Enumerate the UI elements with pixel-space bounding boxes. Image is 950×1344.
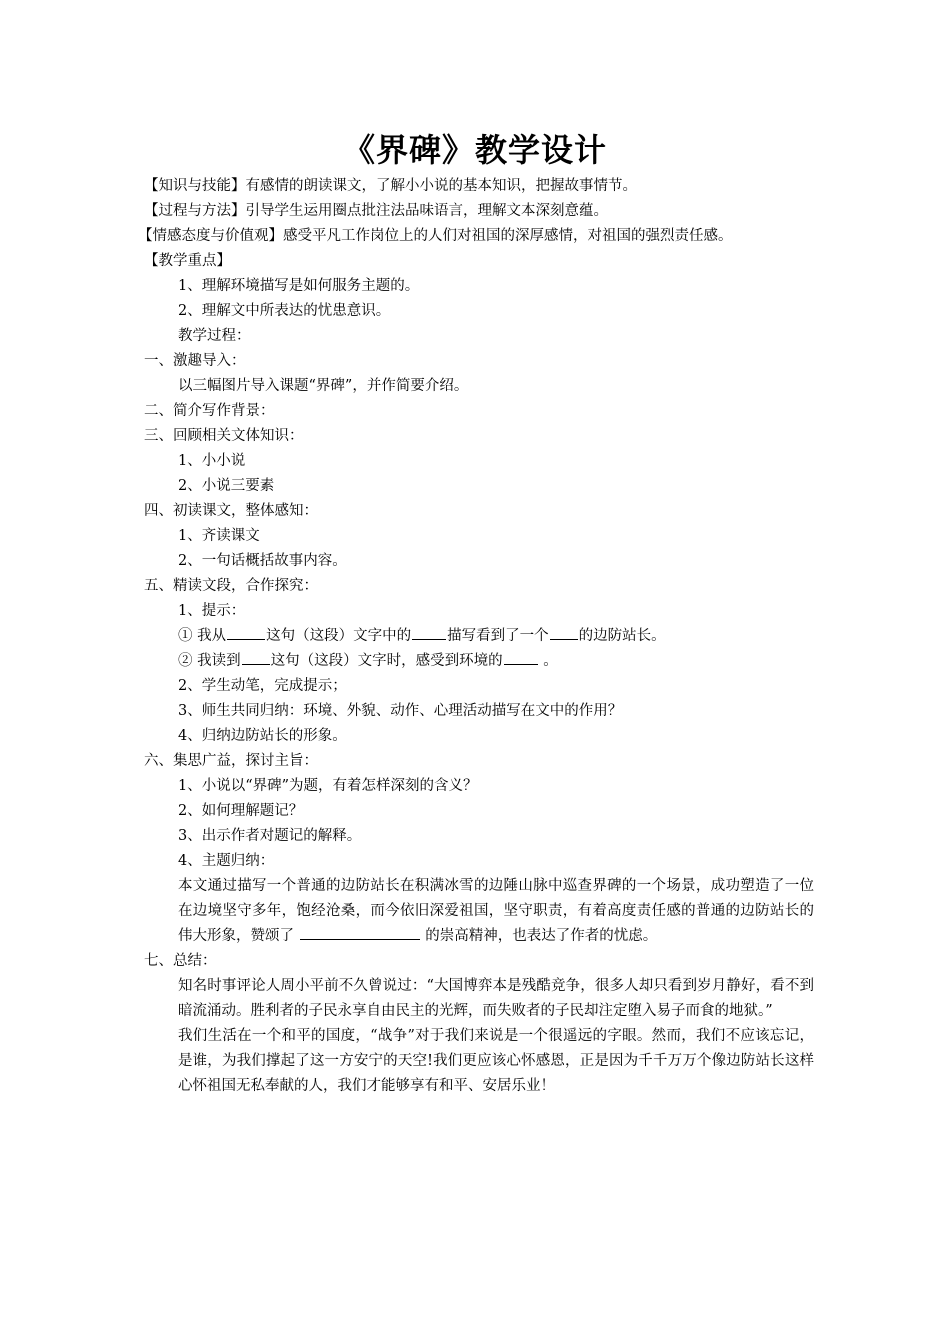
conclusion-paragraph: 我们生活在一个和平的国度，“战争”对于我们来说是一个很遥远的字眼。然而，我们不应该忘记，是谁，为我们撑起了这一方安宁的天空!我们更应该心怀感恩，正是因为千千万万个像边防站长这样心怀祖国无私奉献的人，我们才能够享有和平、安居乐业！ <box>178 1028 814 1094</box>
objective-method: 【过程与方法】引导学生运用圈点批注法品味语言，理解文本深刻意蕴。 <box>144 203 608 219</box>
objective-knowledge: 【知识与技能】有感情的朗读课文，了解小小说的基本知识，把握故事情节。 <box>144 178 637 194</box>
paragraph-text: 的崇高精神，也表达了作者的忧虑。 <box>420 928 658 944</box>
list-item: 2、一句话概括故事内容。 <box>178 553 347 569</box>
document-body <box>138 174 814 1099</box>
section-text: 以三幅图片导入课题“界碑”，并作简要介绍。 <box>178 378 469 394</box>
section-heading: 五、精读文段，合作探究： <box>144 578 318 594</box>
list-item: 2、小说三要素 <box>178 478 275 494</box>
question-text: 。 <box>538 653 558 669</box>
list-item: 1、小说以“界碑”为题，有着怎样深刻的含义？ <box>178 778 478 794</box>
fill-in-question-2 <box>144 649 814 674</box>
section-heading: 四、初读课文，整体感知： <box>144 503 318 519</box>
process-label: 教学过程： <box>178 328 251 344</box>
list-item: 2、学生动笔，完成提示； <box>178 678 347 694</box>
list-item: 1、齐读课文 <box>178 528 260 544</box>
section-heading: 一、激趣导入： <box>144 353 246 369</box>
section-heading: 二、简介写作背景： <box>144 403 275 419</box>
list-item: 4、归纳边防站长的形象。 <box>178 728 347 744</box>
question-text: 这句（这段）文字时，感受到环境的 <box>270 653 503 669</box>
list-item: 1、小小说 <box>178 453 246 469</box>
fill-blank <box>412 624 446 640</box>
fill-blank <box>550 624 578 640</box>
section-heading: 三、回顾相关文体知识： <box>144 428 304 444</box>
question-text: 描写看到了一个 <box>447 628 549 644</box>
question-text: 的边防站长。 <box>578 628 666 644</box>
question-text: 这句（这段）文字中的 <box>266 628 412 644</box>
fill-in-question-1 <box>144 624 814 649</box>
section-heading: 七、总结： <box>144 953 217 969</box>
list-item: 3、师生共同归纳：环境、外貌、动作、心理活动描写在文中的作用？ <box>178 703 623 719</box>
list-item: 2、如何理解题记？ <box>178 803 304 819</box>
question-text: ② 我读到 <box>178 653 241 669</box>
quote-paragraph: 知名时事评论人周小平前不久曾说过：“大国博弈本是残酷竞争，很多人却只看到岁月静好，看不到暗流涌动。胜利者的子民永享自由民主的光辉，而失败者的子民却注定堕入易子而食的地狱。” <box>178 978 814 1019</box>
list-item: 1、提示： <box>178 603 246 619</box>
document-title: 《界碑》教学设计 <box>342 131 607 169</box>
theme-summary-paragraph <box>144 874 814 949</box>
fill-blank <box>504 649 538 665</box>
fill-blank <box>227 624 265 640</box>
key-point-item: 1、理解环境描写是如何服务主题的。 <box>178 278 420 294</box>
key-point-item: 2、理解文中所表达的忧患意识。 <box>178 303 391 319</box>
list-item: 4、主题归纳： <box>178 853 275 869</box>
section-heading: 六、集思广益，探讨主旨： <box>144 753 318 769</box>
fill-blank <box>242 649 270 665</box>
list-item: 3、出示作者对题记的解释。 <box>178 828 362 844</box>
objective-emotion: 【情感态度与价值观】感受平凡工作岗位上的人们对祖国的深厚感情，对祖国的强烈责任感。 <box>138 228 733 244</box>
question-text: ① 我从 <box>178 628 227 644</box>
paragraph-text: 本文通过描写一个普通的边防站长在积满冰雪的边陲山脉中巡查界碑的一个场景，成功塑造了一位在边境坚守多年，饱经沧桑，而今依旧深爱祖国，坚守职责，有着高度责任感的普通的边防站长的伟大形象，赞颂了 <box>178 878 814 944</box>
key-points-label: 【教学重点】 <box>144 253 231 269</box>
fill-blank <box>300 924 420 940</box>
